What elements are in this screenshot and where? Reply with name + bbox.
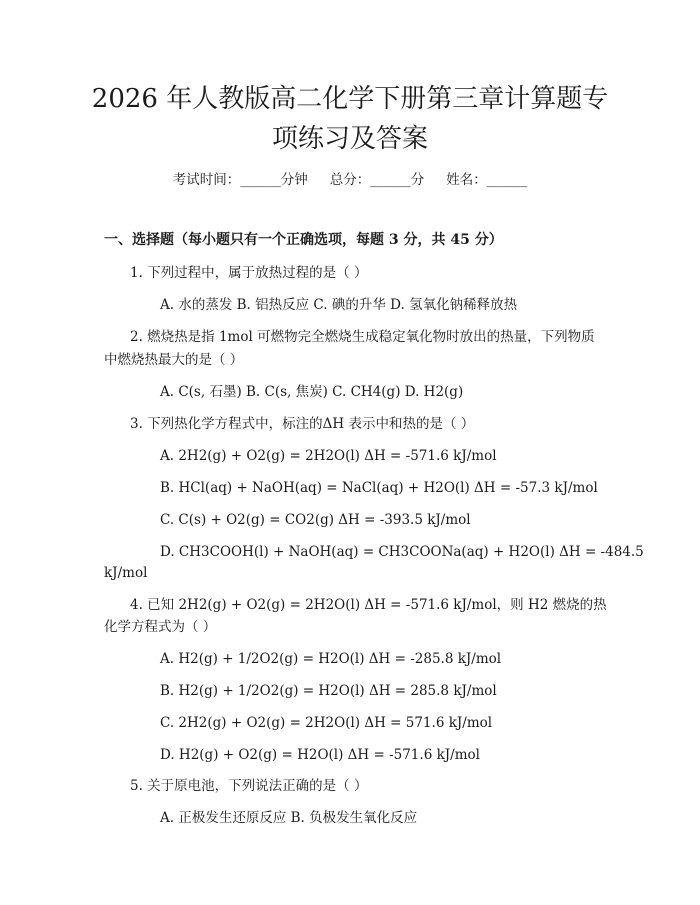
exam-score: 总分：______分 [329,172,425,188]
section-heading: 一、选择题（每小题只有一个正确选项，每题 3 分，共 45 分） [104,232,503,248]
question-3-option-a: A. 2H2(g) + O2(g) = 2H2O(l) ΔH = -571.6 kJ/mol [160,448,497,464]
student-name: 姓名：______ [446,172,528,188]
document-title-line1: 2026 年人教版高二化学下册第三章计算题专 [91,84,609,114]
question-1-stem: 1. 下列过程中，属于放热过程的是（ ） [130,265,368,281]
exam-meta [0,168,700,188]
question-4-option-a: A. H2(g) + 1/2O2(g) = H2O(l) ΔH = -285.8 kJ/mol [160,651,502,667]
question-2-stem-cont: 中燃烧热最大的是（ ） [104,352,244,368]
question-4-option-c: C. 2H2(g) + O2(g) = 2H2O(l) ΔH = 571.6 kJ/mol [160,715,493,731]
question-4-option-d: D. H2(g) + O2(g) = H2O(l) ΔH = -571.6 kJ/mol [160,747,480,763]
question-4-stem: 4. 已知 2H2(g) + O2(g) = 2H2O(l) ΔH = -571.6 kJ/mol，则 H2 燃烧的热 [130,597,607,613]
question-3-option-c: C. C(s) + O2(g) = CO2(g) ΔH = -393.5 kJ/mol [160,512,471,528]
question-2-stem: 2. 燃烧热是指 1mol 可燃物完全燃烧生成稳定氧化物时放出的热量，下列物质 [130,329,595,345]
question-5-options: A. 正极发生还原反应 B. 负极发生氧化反应 [160,810,418,826]
exam-time: 考试时间：______分钟 [172,172,308,188]
question-3-option-d: D. CH3COOH(l) + NaOH(aq) = CH3COONa(aq) + H2O(l) ΔH = -484.5 [160,544,644,560]
question-3-option-d-cont: kJ/mol [104,565,148,581]
question-2-options: A. C(s, 石墨) B. C(s, 焦炭) C. CH4(g) D. H2(g) [160,384,464,400]
question-5-stem: 5. 关于原电池，下列说法正确的是（ ） [130,778,368,794]
question-3-stem: 3. 下列热化学方程式中，标注的ΔH 表示中和热的是（ ） [130,416,475,432]
question-4-option-b: B. H2(g) + 1/2O2(g) = H2O(l) ΔH = 285.8 kJ/mol [160,683,497,699]
document-title-line2: 项练习及答案 [271,124,428,154]
question-4-stem-cont: 化学方程式为（ ） [104,619,217,635]
question-1-options: A. 水的蒸发 B. 铝热反应 C. 碘的升华 D. 氢氧化钠稀释放热 [160,297,518,313]
question-3-option-b: B. HCl(aq) + NaOH(aq) = NaCl(aq) + H2O(l) ΔH = -57.3 kJ/mol [160,480,598,496]
